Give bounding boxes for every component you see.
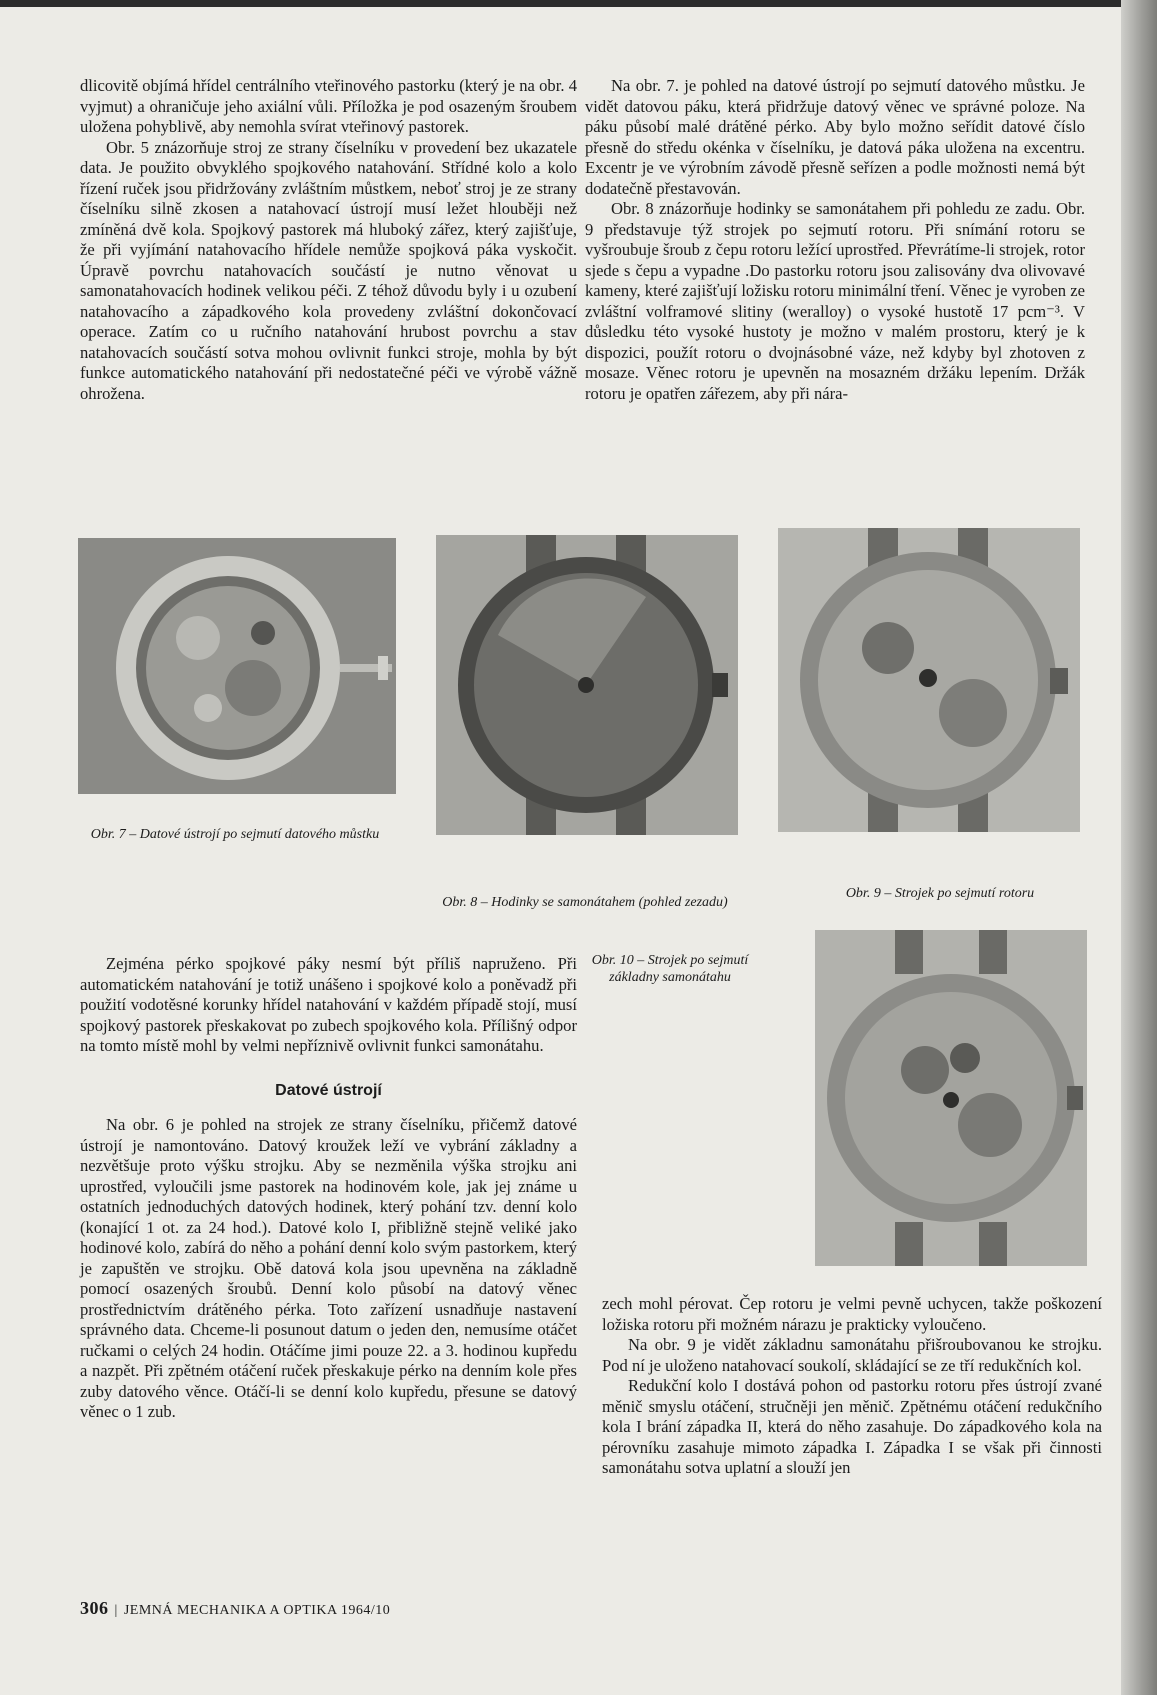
paragraph: Na obr. 9 je vidět základnu samonátahu přišroubovanou ke strojku. Pod ní je uloženo natahovací soukolí, skládající se ze tří redukčních kol. <box>602 1335 1102 1375</box>
caption-fig9: Obr. 9 – Strojek po sejmutí rotoru <box>845 886 1035 901</box>
journal-name: JEMNÁ MECHANIKA A OPTIKA 1964/10 <box>123 1603 391 1618</box>
paragraph: dlicovitě objímá hřídel centrálního vteřinového pastorku (který je na obr. 4 vyjmut) a ohraničuje jeho axiální vůli. Příložka je pod osazeným šroubem uložena pohyblivě, aby nemohla svírat vteřinový pastorek. <box>80 76 577 136</box>
photo-watch-back <box>436 535 738 835</box>
section-heading: Datové ústrojí <box>275 1081 382 1099</box>
scan-top-edge <box>0 0 1157 7</box>
column-right-bottom <box>602 1294 1102 1479</box>
photo-movement-without-base <box>815 930 1087 1266</box>
paragraph: Obr. 8 znázorňuje hodinky se samonátahem při pohledu ze zadu. Obr. 9 představuje týž strojek po sejmutí rotoru. Při snímání rotoru se vyšroubuje šroub z čepu rotoru ležící uprostřed. Převrátíme-li strojek, rotor sjede s čepu a vypadne .Do pastorku rotoru jsou zalisovány dva olivovavé kameny, které zajišťují ložisku rotoru minimální tření. Věnec je vyroben ze zvláštní volframové slitiny (weralloy) o vysoké hustotě 17 pcm⁻³. V důsledku této vysoké hustoty je možno v malém prostoru, který je k dispozici, použít rotoru o dvojnásobné váze, než kdyby byl zhotoven z mosaze. Věnec rotoru je upevněn na mosazném držáku lepením. Držák rotoru je opatřen zářezem, aby při nára- <box>585 199 1085 403</box>
caption-fig10: Obr. 10 – Strojek po sejmutí základny samonátahu <box>591 953 749 985</box>
caption-fig7: Obr. 7 – Datové ústrojí po sejmutí datového můstku <box>90 827 380 842</box>
paragraph: Redukční kolo I dostává pohon od pastorku rotoru přes ústrojí zvané měnič smyslu otáčení, stručněji jen měnič. Zpětnému otáčení redukčního kola I brání západka II, která do něho zasahuje. Do západkového kola na pérovníku zasahuje mimoto západka I. Západka I se však při činnosti samonátahu sotva uplatní a slouží jen <box>602 1376 1102 1477</box>
paragraph: Zejména pérko spojkové páky nesmí být příliš napruženo. Při automatickém natahování je totiž unášeno i spojkové kolo a poněvadž při použití vodotěsné korunky hřídel natahování v každém případě stojí, musí spojkový pastorek přeskakovat po zubech spojkového kola. Přílišný odpor na tomto místě mohl by velmi nepříznivě ovlivnit funkci samonátahu. <box>80 954 577 1055</box>
photo-date-mechanism <box>78 538 396 794</box>
paragraph: Na obr. 6 je pohled na strojek ze strany číselníku, přičemž datové ústrojí je namontováno. Datový kroužek leží ve vybrání základny a nezvětšuje proto výšku strojku. Aby se nezměnila výška strojku ani uprostřed, vyloučili jsme pastorek na hodinovém kole, jak jej známe u ostatních jednoduchých datových hodinek, který pohání tzv. denní kolo (konající 1 ot. za 24 hod.). Datové kolo I, přibližně stejně veliké jako hodinové kolo, zabírá do něho a pohání denní kolo svým pastorkem, který je zapuštěn ve strojku. Obě datová kola jsou upevněna na základně pomocí osazených šroubů. Denní kolo působí na datový věnec prostřednictvím drátěného pérka. Toto zařízení usnadňuje nastavení správného data. Chceme-li posunout datum o jeden den, nemusíme otáčet ručkami o celých 24 hodin. Otáčíme jimi pouze 22. a 3. hodinou kupředu a nazpět. Při zpětném otáčení ruček přeskakuje pérko na denním kole přes zuby datového věnce. Otáčí-li se denní kolo kupředu, přesune se datový věnec o 1 zub. <box>80 1115 577 1421</box>
paragraph: zech mohl pérovat. Čep rotoru je velmi pevně uchycen, takže poškození ložiska rotoru při možném nárazu je prakticky vyloučeno. <box>602 1294 1102 1334</box>
column-left-top <box>80 76 577 404</box>
photo-movement-without-rotor <box>778 528 1080 832</box>
caption-fig8: Obr. 8 – Hodinky se samonátahem (pohled zezadu) <box>442 895 728 910</box>
paragraph: Na obr. 7. je pohled na datové ústrojí po sejmutí datového můstku. Je vidět datovou páku, která přidržuje datový věnec ve správné poloze. Na páku působí malé drátěné pérko. Aby bylo možno seřídit datové číslo přesně do středu okénka v číselníku, je datová páka uložena na excentru. Excentr je ve výrobním závodě přesně seřízen a podle možnosti nemá být dodatečně přestavován. <box>585 76 1085 198</box>
column-right-top <box>585 76 1085 404</box>
paragraph: Obr. 5 znázorňuje stroj ze strany číselníku v provedení bez ukazatele data. Je použito obvyklého spojkového natahování. Střídné kolo a kolo řízení ruček jsou přidržovány zvláštním můstkem, neboť stroj je ze strany číselníku silně zkosen a natahovací ústrojí musí ležet hlouběji než zmíněná dvě kola. Spojkový pastorek má hluboký zářez, který zajišťuje, že při vyjímání natahovacího hřídele nemůže spojková páka vyskočit. Úpravě povrchu natahovacích součástí je nutno věnovat u samonatahovacích hodinek velikou péči. Z téhož důvodu byly i u ozubení natahovacího a západkového kola provedeny zvláštní dokončovací operace. Zatím co u ručního natahování hrubost povrchu a stav natahovacích součástí sotva mohou ovlivnit funkci stroje, mohla by být funkce automatického natahování při nedostatečné péči ve výrobě vážně ohrožena. <box>80 137 577 403</box>
page-number: 306 <box>80 1598 109 1618</box>
scan-page-fold <box>1121 0 1157 1695</box>
column-left-bottom <box>80 954 577 1423</box>
page-footer: 306 | JEMNÁ MECHANIKA A OPTIKA 1964/10 <box>80 1598 391 1618</box>
